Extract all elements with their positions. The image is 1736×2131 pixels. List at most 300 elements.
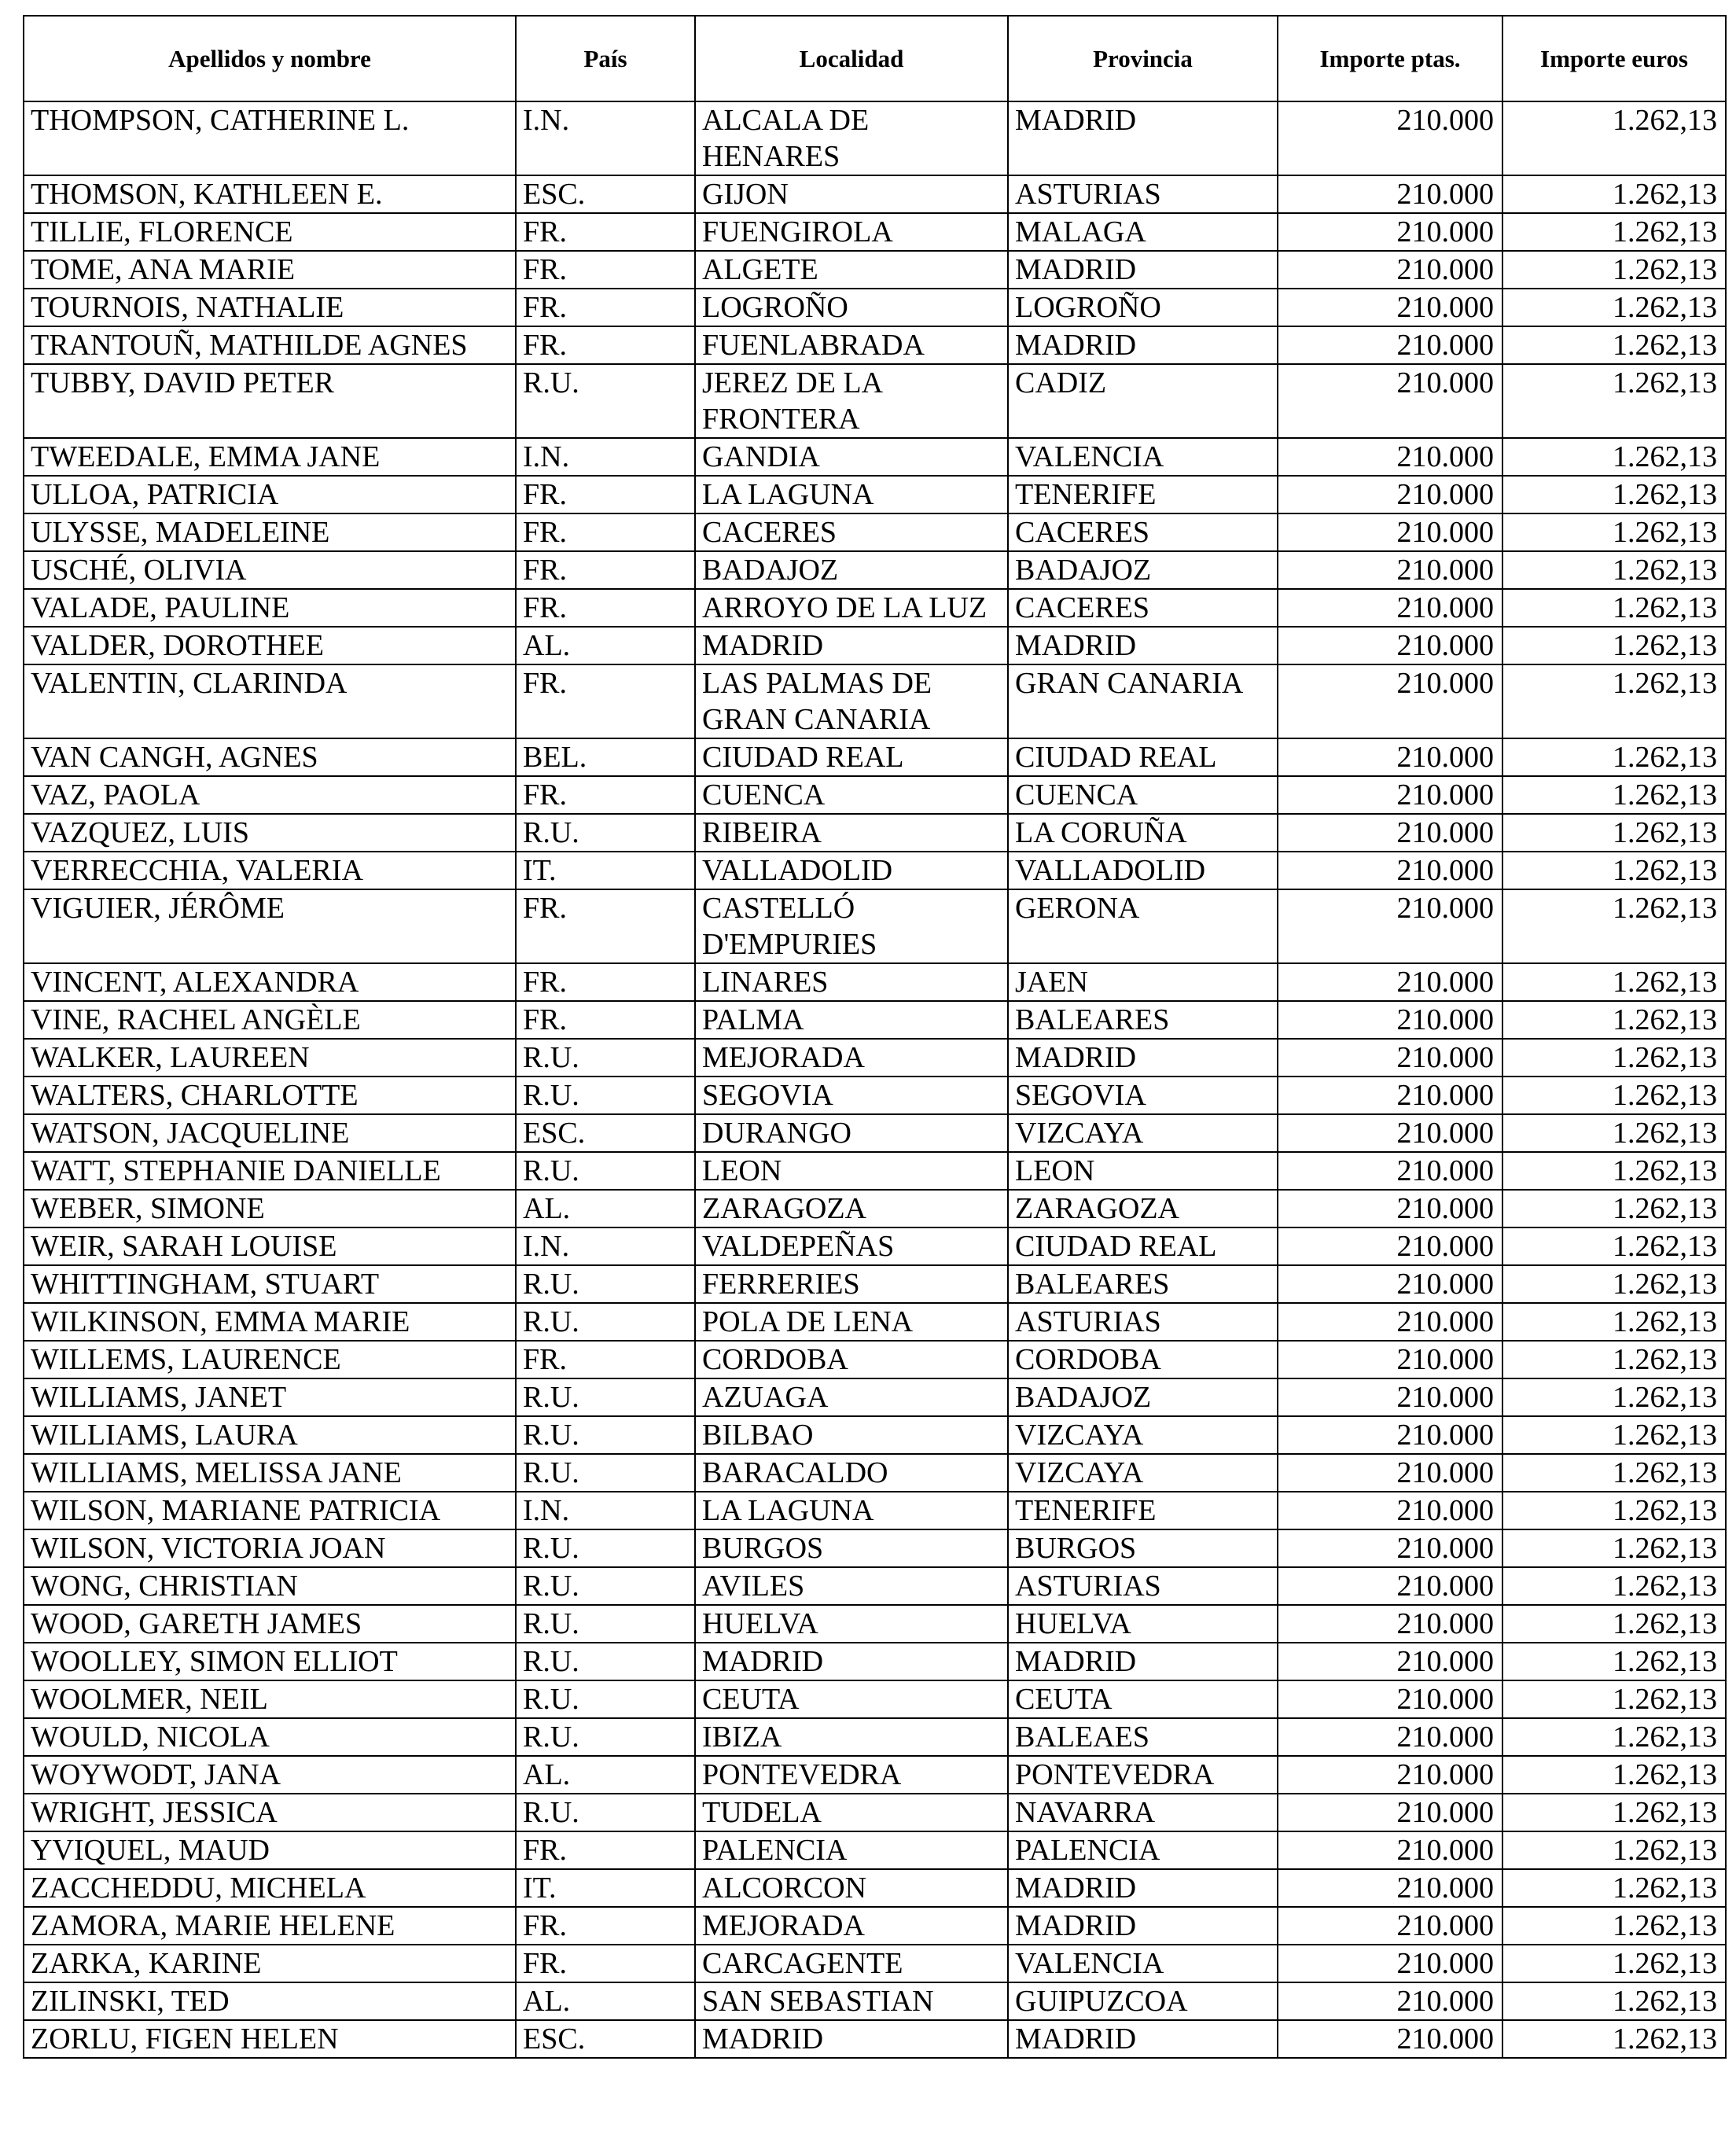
- cell-apellidos-nombre: WILSON, VICTORIA JOAN: [24, 1529, 516, 1567]
- table-row: [24, 627, 1726, 664]
- cell-importe-ptas: 210.000: [1278, 1869, 1502, 1907]
- table-row: [24, 1227, 1726, 1265]
- cell-importe-ptas: 210.000: [1278, 1077, 1502, 1114]
- cell-provincia: BALEARES: [1008, 1265, 1278, 1303]
- cell-provincia: CORDOBA: [1008, 1341, 1278, 1378]
- cell-importe-ptas: 210.000: [1278, 1114, 1502, 1152]
- cell-localidad: SEGOVIA: [695, 1077, 1008, 1114]
- cell-localidad: IBIZA: [695, 1718, 1008, 1756]
- cell-localidad: FUENLABRADA: [695, 326, 1008, 364]
- cell-importe-ptas: 210.000: [1278, 1341, 1502, 1378]
- cell-localidad: MEJORADA: [695, 1039, 1008, 1077]
- cell-localidad: LINARES: [695, 963, 1008, 1001]
- cell-importe-ptas: 210.000: [1278, 1454, 1502, 1492]
- table-row: [24, 1945, 1726, 1982]
- cell-provincia: BADAJOZ: [1008, 551, 1278, 589]
- table-row: [24, 1152, 1726, 1190]
- cell-apellidos-nombre: ZARKA, KARINE: [24, 1945, 516, 1982]
- cell-importe-ptas: 210.000: [1278, 1567, 1502, 1605]
- cell-importe-ptas: 210.000: [1278, 213, 1502, 251]
- cell-importe-euros: 1.262,13: [1502, 1680, 1726, 1718]
- cell-importe-euros: 1.262,13: [1502, 101, 1726, 175]
- cell-apellidos-nombre: WOULD, NICOLA: [24, 1718, 516, 1756]
- cell-apellidos-nombre: TUBBY, DAVID PETER: [24, 364, 516, 438]
- cell-importe-ptas: 210.000: [1278, 1039, 1502, 1077]
- cell-importe-euros: 1.262,13: [1502, 513, 1726, 551]
- cell-provincia: VIZCAYA: [1008, 1416, 1278, 1454]
- column-header-importe-ptas: Importe ptas.: [1278, 16, 1502, 101]
- cell-provincia: VALLADOLID: [1008, 852, 1278, 889]
- cell-apellidos-nombre: YVIQUEL, MAUD: [24, 1831, 516, 1869]
- cell-provincia: CIUDAD REAL: [1008, 738, 1278, 776]
- cell-pais: R.U.: [516, 1454, 695, 1492]
- cell-importe-euros: 1.262,13: [1502, 1152, 1726, 1190]
- cell-provincia: TENERIFE: [1008, 476, 1278, 513]
- cell-importe-ptas: 210.000: [1278, 1529, 1502, 1567]
- table-row: [24, 852, 1726, 889]
- table-row: [24, 963, 1726, 1001]
- cell-importe-ptas: 210.000: [1278, 476, 1502, 513]
- cell-importe-euros: 1.262,13: [1502, 589, 1726, 627]
- cell-provincia: GUIPUZCOA: [1008, 1982, 1278, 2020]
- cell-provincia: VIZCAYA: [1008, 1114, 1278, 1152]
- cell-provincia: MALAGA: [1008, 213, 1278, 251]
- table-row: [24, 251, 1726, 289]
- cell-apellidos-nombre: VERRECCHIA, VALERIA: [24, 852, 516, 889]
- cell-importe-ptas: 210.000: [1278, 1945, 1502, 1982]
- cell-importe-euros: 1.262,13: [1502, 1039, 1726, 1077]
- cell-apellidos-nombre: VALENTIN, CLARINDA: [24, 664, 516, 738]
- cell-importe-ptas: 210.000: [1278, 175, 1502, 213]
- cell-provincia: JAEN: [1008, 963, 1278, 1001]
- cell-importe-euros: 1.262,13: [1502, 1907, 1726, 1945]
- cell-pais: FR.: [516, 1831, 695, 1869]
- cell-apellidos-nombre: ZACCHEDDU, MICHELA: [24, 1869, 516, 1907]
- cell-provincia: CUENCA: [1008, 776, 1278, 814]
- cell-pais: R.U.: [516, 364, 695, 438]
- cell-provincia: MADRID: [1008, 326, 1278, 364]
- cell-localidad: MADRID: [695, 627, 1008, 664]
- table-row: [24, 814, 1726, 852]
- cell-localidad: GANDIA: [695, 438, 1008, 476]
- table-row: [24, 1756, 1726, 1794]
- table-row: [24, 1341, 1726, 1378]
- cell-importe-euros: 1.262,13: [1502, 1831, 1726, 1869]
- cell-pais: AL.: [516, 1982, 695, 2020]
- table-row: [24, 551, 1726, 589]
- cell-pais: IT.: [516, 1869, 695, 1907]
- cell-importe-ptas: 210.000: [1278, 1152, 1502, 1190]
- cell-pais: R.U.: [516, 1152, 695, 1190]
- cell-localidad: AVILES: [695, 1567, 1008, 1605]
- cell-provincia: ZARAGOZA: [1008, 1190, 1278, 1227]
- cell-pais: FR.: [516, 476, 695, 513]
- table-row: [24, 776, 1726, 814]
- cell-importe-ptas: 210.000: [1278, 852, 1502, 889]
- cell-importe-euros: 1.262,13: [1502, 1454, 1726, 1492]
- table-row: [24, 1831, 1726, 1869]
- cell-importe-ptas: 210.000: [1278, 1001, 1502, 1039]
- cell-localidad: VALDEPEÑAS: [695, 1227, 1008, 1265]
- cell-importe-euros: 1.262,13: [1502, 1529, 1726, 1567]
- cell-apellidos-nombre: THOMSON, KATHLEEN E.: [24, 175, 516, 213]
- table-row: [24, 1643, 1726, 1680]
- cell-localidad: LA LAGUNA: [695, 476, 1008, 513]
- cell-provincia: MADRID: [1008, 1643, 1278, 1680]
- cell-provincia: MADRID: [1008, 251, 1278, 289]
- cell-importe-euros: 1.262,13: [1502, 738, 1726, 776]
- cell-pais: ESC.: [516, 1114, 695, 1152]
- cell-provincia: ASTURIAS: [1008, 1567, 1278, 1605]
- beneficiaries-table: [23, 15, 1727, 2059]
- cell-importe-euros: 1.262,13: [1502, 175, 1726, 213]
- cell-apellidos-nombre: TILLIE, FLORENCE: [24, 213, 516, 251]
- cell-pais: AL.: [516, 1756, 695, 1794]
- column-header-pais: País: [516, 16, 695, 101]
- cell-provincia: MADRID: [1008, 101, 1278, 175]
- cell-importe-ptas: 210.000: [1278, 1492, 1502, 1529]
- cell-apellidos-nombre: VALADE, PAULINE: [24, 589, 516, 627]
- cell-importe-ptas: 210.000: [1278, 1831, 1502, 1869]
- header-row: [24, 16, 1726, 101]
- cell-importe-euros: 1.262,13: [1502, 1303, 1726, 1341]
- table-row: [24, 1265, 1726, 1303]
- cell-importe-euros: 1.262,13: [1502, 852, 1726, 889]
- cell-provincia: NAVARRA: [1008, 1794, 1278, 1831]
- cell-importe-euros: 1.262,13: [1502, 2020, 1726, 2058]
- cell-provincia: PONTEVEDRA: [1008, 1756, 1278, 1794]
- table-row: [24, 1114, 1726, 1152]
- cell-provincia: HUELVA: [1008, 1605, 1278, 1643]
- cell-pais: I.N.: [516, 101, 695, 175]
- cell-provincia: GRAN CANARIA: [1008, 664, 1278, 738]
- table-row: [24, 1718, 1726, 1756]
- cell-importe-euros: 1.262,13: [1502, 476, 1726, 513]
- cell-provincia: BADAJOZ: [1008, 1378, 1278, 1416]
- table-row: [24, 101, 1726, 175]
- cell-localidad: BARACALDO: [695, 1454, 1008, 1492]
- cell-importe-euros: 1.262,13: [1502, 551, 1726, 589]
- cell-importe-ptas: 210.000: [1278, 1605, 1502, 1643]
- cell-pais: FR.: [516, 1341, 695, 1378]
- cell-apellidos-nombre: WONG, CHRISTIAN: [24, 1567, 516, 1605]
- cell-importe-euros: 1.262,13: [1502, 1945, 1726, 1982]
- cell-localidad: RIBEIRA: [695, 814, 1008, 852]
- cell-apellidos-nombre: ZILINSKI, TED: [24, 1982, 516, 2020]
- table-row: [24, 1001, 1726, 1039]
- cell-importe-euros: 1.262,13: [1502, 1756, 1726, 1794]
- cell-apellidos-nombre: TWEEDALE, EMMA JANE: [24, 438, 516, 476]
- cell-localidad: ZARAGOZA: [695, 1190, 1008, 1227]
- cell-importe-ptas: 210.000: [1278, 1190, 1502, 1227]
- table-row: [24, 738, 1726, 776]
- cell-localidad: BADAJOZ: [695, 551, 1008, 589]
- cell-provincia: CEUTA: [1008, 1680, 1278, 1718]
- cell-provincia: LEON: [1008, 1152, 1278, 1190]
- cell-apellidos-nombre: VINE, RACHEL ANGÈLE: [24, 1001, 516, 1039]
- cell-pais: ESC.: [516, 175, 695, 213]
- column-header-provincia: Provincia: [1008, 16, 1278, 101]
- cell-importe-euros: 1.262,13: [1502, 251, 1726, 289]
- cell-pais: R.U.: [516, 1378, 695, 1416]
- cell-pais: FR.: [516, 551, 695, 589]
- cell-importe-ptas: 210.000: [1278, 776, 1502, 814]
- cell-apellidos-nombre: TRANTOUÑ, MATHILDE AGNES: [24, 326, 516, 364]
- cell-localidad: MEJORADA: [695, 1907, 1008, 1945]
- cell-pais: I.N.: [516, 438, 695, 476]
- cell-pais: IT.: [516, 852, 695, 889]
- cell-importe-euros: 1.262,13: [1502, 1077, 1726, 1114]
- cell-apellidos-nombre: WOOD, GARETH JAMES: [24, 1605, 516, 1643]
- cell-apellidos-nombre: WHITTINGHAM, STUART: [24, 1265, 516, 1303]
- cell-importe-ptas: 210.000: [1278, 438, 1502, 476]
- cell-pais: FR.: [516, 963, 695, 1001]
- cell-apellidos-nombre: VAN CANGH, AGNES: [24, 738, 516, 776]
- cell-apellidos-nombre: WILLIAMS, MELISSA JANE: [24, 1454, 516, 1492]
- cell-importe-euros: 1.262,13: [1502, 1869, 1726, 1907]
- cell-apellidos-nombre: WILLIAMS, LAURA: [24, 1416, 516, 1454]
- cell-apellidos-nombre: USCHÉ, OLIVIA: [24, 551, 516, 589]
- cell-provincia: CACERES: [1008, 513, 1278, 551]
- cell-pais: FR.: [516, 1945, 695, 1982]
- cell-provincia: VALENCIA: [1008, 1945, 1278, 1982]
- cell-provincia: MADRID: [1008, 627, 1278, 664]
- table-row: [24, 1982, 1726, 2020]
- cell-localidad: MADRID: [695, 1643, 1008, 1680]
- cell-pais: FR.: [516, 213, 695, 251]
- cell-provincia: MADRID: [1008, 1869, 1278, 1907]
- table-row: [24, 1529, 1726, 1567]
- cell-provincia: VIZCAYA: [1008, 1454, 1278, 1492]
- table-row: [24, 1907, 1726, 1945]
- cell-importe-ptas: 210.000: [1278, 589, 1502, 627]
- table-row: [24, 175, 1726, 213]
- cell-apellidos-nombre: WALKER, LAUREEN: [24, 1039, 516, 1077]
- table-header: [24, 16, 1726, 101]
- cell-apellidos-nombre: ULYSSE, MADELEINE: [24, 513, 516, 551]
- cell-pais: R.U.: [516, 1416, 695, 1454]
- cell-importe-euros: 1.262,13: [1502, 1605, 1726, 1643]
- cell-importe-ptas: 210.000: [1278, 1265, 1502, 1303]
- table-row: [24, 1416, 1726, 1454]
- cell-localidad: PONTEVEDRA: [695, 1756, 1008, 1794]
- cell-importe-euros: 1.262,13: [1502, 438, 1726, 476]
- cell-apellidos-nombre: WOOLLEY, SIMON ELLIOT: [24, 1643, 516, 1680]
- column-header-localidad: Localidad: [695, 16, 1008, 101]
- cell-localidad: PALMA: [695, 1001, 1008, 1039]
- table-row: [24, 2020, 1726, 2058]
- cell-localidad: BURGOS: [695, 1529, 1008, 1567]
- cell-localidad: BILBAO: [695, 1416, 1008, 1454]
- cell-importe-euros: 1.262,13: [1502, 1567, 1726, 1605]
- cell-importe-ptas: 210.000: [1278, 1227, 1502, 1265]
- cell-apellidos-nombre: VIGUIER, JÉRÔME: [24, 889, 516, 963]
- cell-pais: FR.: [516, 1001, 695, 1039]
- cell-localidad: LOGROÑO: [695, 289, 1008, 326]
- cell-pais: R.U.: [516, 1794, 695, 1831]
- cell-localidad: CASTELLÓ D'EMPURIES: [695, 889, 1008, 963]
- cell-importe-ptas: 210.000: [1278, 1794, 1502, 1831]
- cell-localidad: JEREZ DE LA FRONTERA: [695, 364, 1008, 438]
- cell-importe-ptas: 210.000: [1278, 627, 1502, 664]
- cell-importe-ptas: 210.000: [1278, 738, 1502, 776]
- cell-pais: AL.: [516, 1190, 695, 1227]
- cell-apellidos-nombre: WILLEMS, LAURENCE: [24, 1341, 516, 1378]
- cell-importe-euros: 1.262,13: [1502, 1794, 1726, 1831]
- cell-apellidos-nombre: ULLOA, PATRICIA: [24, 476, 516, 513]
- cell-importe-euros: 1.262,13: [1502, 1114, 1726, 1152]
- table-row: [24, 326, 1726, 364]
- cell-importe-euros: 1.262,13: [1502, 1643, 1726, 1680]
- cell-importe-ptas: 210.000: [1278, 251, 1502, 289]
- cell-importe-ptas: 210.000: [1278, 326, 1502, 364]
- cell-apellidos-nombre: WILSON, MARIANE PATRICIA: [24, 1492, 516, 1529]
- table-row: [24, 289, 1726, 326]
- cell-pais: R.U.: [516, 814, 695, 852]
- cell-provincia: GERONA: [1008, 889, 1278, 963]
- cell-localidad: HUELVA: [695, 1605, 1008, 1643]
- cell-pais: I.N.: [516, 1492, 695, 1529]
- cell-importe-euros: 1.262,13: [1502, 364, 1726, 438]
- table-row: [24, 1378, 1726, 1416]
- table-row: [24, 589, 1726, 627]
- cell-apellidos-nombre: WILLIAMS, JANET: [24, 1378, 516, 1416]
- cell-importe-euros: 1.262,13: [1502, 213, 1726, 251]
- cell-provincia: VALENCIA: [1008, 438, 1278, 476]
- cell-importe-euros: 1.262,13: [1502, 326, 1726, 364]
- cell-importe-ptas: 210.000: [1278, 1643, 1502, 1680]
- cell-importe-ptas: 210.000: [1278, 551, 1502, 589]
- cell-localidad: CACERES: [695, 513, 1008, 551]
- cell-importe-euros: 1.262,13: [1502, 1265, 1726, 1303]
- cell-importe-ptas: 210.000: [1278, 1378, 1502, 1416]
- cell-pais: FR.: [516, 513, 695, 551]
- cell-importe-euros: 1.262,13: [1502, 1416, 1726, 1454]
- cell-pais: BEL.: [516, 738, 695, 776]
- cell-apellidos-nombre: WATT, STEPHANIE DANIELLE: [24, 1152, 516, 1190]
- cell-apellidos-nombre: ZORLU, FIGEN HELEN: [24, 2020, 516, 2058]
- cell-pais: ESC.: [516, 2020, 695, 2058]
- cell-importe-ptas: 210.000: [1278, 963, 1502, 1001]
- cell-pais: FR.: [516, 326, 695, 364]
- cell-localidad: SAN SEBASTIAN: [695, 1982, 1008, 2020]
- table-row: [24, 1567, 1726, 1605]
- cell-pais: R.U.: [516, 1718, 695, 1756]
- cell-importe-ptas: 210.000: [1278, 1416, 1502, 1454]
- cell-pais: R.U.: [516, 1605, 695, 1643]
- cell-provincia: BALEARES: [1008, 1001, 1278, 1039]
- table-row: [24, 889, 1726, 963]
- cell-localidad: AZUAGA: [695, 1378, 1008, 1416]
- cell-provincia: TENERIFE: [1008, 1492, 1278, 1529]
- cell-importe-ptas: 210.000: [1278, 513, 1502, 551]
- cell-provincia: ASTURIAS: [1008, 1303, 1278, 1341]
- cell-importe-ptas: 210.000: [1278, 1680, 1502, 1718]
- table-row: [24, 1454, 1726, 1492]
- cell-importe-ptas: 210.000: [1278, 364, 1502, 438]
- cell-apellidos-nombre: WEBER, SIMONE: [24, 1190, 516, 1227]
- cell-provincia: MADRID: [1008, 2020, 1278, 2058]
- cell-importe-ptas: 210.000: [1278, 289, 1502, 326]
- cell-pais: AL.: [516, 627, 695, 664]
- table-row: [24, 1039, 1726, 1077]
- cell-pais: R.U.: [516, 1567, 695, 1605]
- cell-importe-euros: 1.262,13: [1502, 1227, 1726, 1265]
- table-row: [24, 364, 1726, 438]
- cell-importe-ptas: 210.000: [1278, 1907, 1502, 1945]
- table-body: [24, 101, 1726, 2058]
- cell-localidad: CORDOBA: [695, 1341, 1008, 1378]
- cell-apellidos-nombre: TOME, ANA MARIE: [24, 251, 516, 289]
- cell-localidad: DURANGO: [695, 1114, 1008, 1152]
- cell-provincia: ASTURIAS: [1008, 175, 1278, 213]
- cell-provincia: BURGOS: [1008, 1529, 1278, 1567]
- cell-pais: FR.: [516, 289, 695, 326]
- cell-pais: FR.: [516, 1907, 695, 1945]
- table-row: [24, 1680, 1726, 1718]
- table-row: [24, 213, 1726, 251]
- cell-localidad: TUDELA: [695, 1794, 1008, 1831]
- cell-localidad: CEUTA: [695, 1680, 1008, 1718]
- cell-apellidos-nombre: ZAMORA, MARIE HELENE: [24, 1907, 516, 1945]
- cell-importe-ptas: 210.000: [1278, 101, 1502, 175]
- table-row: [24, 1492, 1726, 1529]
- cell-apellidos-nombre: WEIR, SARAH LOUISE: [24, 1227, 516, 1265]
- cell-pais: FR.: [516, 589, 695, 627]
- cell-pais: FR.: [516, 776, 695, 814]
- cell-pais: I.N.: [516, 1227, 695, 1265]
- cell-pais: FR.: [516, 251, 695, 289]
- cell-localidad: GIJON: [695, 175, 1008, 213]
- cell-importe-euros: 1.262,13: [1502, 1982, 1726, 2020]
- table-row: [24, 438, 1726, 476]
- cell-localidad: CIUDAD REAL: [695, 738, 1008, 776]
- table-row: [24, 1077, 1726, 1114]
- cell-apellidos-nombre: VINCENT, ALEXANDRA: [24, 963, 516, 1001]
- cell-localidad: ALCORCON: [695, 1869, 1008, 1907]
- cell-apellidos-nombre: WRIGHT, JESSICA: [24, 1794, 516, 1831]
- cell-importe-euros: 1.262,13: [1502, 814, 1726, 852]
- cell-pais: R.U.: [516, 1039, 695, 1077]
- cell-localidad: POLA DE LENA: [695, 1303, 1008, 1341]
- cell-apellidos-nombre: WOOLMER, NEIL: [24, 1680, 516, 1718]
- cell-importe-ptas: 210.000: [1278, 2020, 1502, 2058]
- cell-importe-euros: 1.262,13: [1502, 1190, 1726, 1227]
- cell-apellidos-nombre: WILKINSON, EMMA MARIE: [24, 1303, 516, 1341]
- cell-importe-ptas: 210.000: [1278, 814, 1502, 852]
- cell-importe-ptas: 210.000: [1278, 1982, 1502, 2020]
- table-row: [24, 1794, 1726, 1831]
- cell-importe-euros: 1.262,13: [1502, 664, 1726, 738]
- column-header-apellidos-nombre: Apellidos y nombre: [24, 16, 516, 101]
- cell-localidad: LEON: [695, 1152, 1008, 1190]
- cell-localidad: LA LAGUNA: [695, 1492, 1008, 1529]
- cell-apellidos-nombre: THOMPSON, CATHERINE L.: [24, 101, 516, 175]
- cell-pais: R.U.: [516, 1303, 695, 1341]
- cell-provincia: CIUDAD REAL: [1008, 1227, 1278, 1265]
- cell-localidad: ARROYO DE LA LUZ: [695, 589, 1008, 627]
- cell-pais: FR.: [516, 889, 695, 963]
- cell-localidad: ALGETE: [695, 251, 1008, 289]
- cell-localidad: CARCAGENTE: [695, 1945, 1008, 1982]
- cell-importe-euros: 1.262,13: [1502, 776, 1726, 814]
- cell-provincia: CACERES: [1008, 589, 1278, 627]
- table-row: [24, 476, 1726, 513]
- cell-importe-euros: 1.262,13: [1502, 627, 1726, 664]
- cell-importe-ptas: 210.000: [1278, 664, 1502, 738]
- cell-importe-euros: 1.262,13: [1502, 889, 1726, 963]
- cell-importe-euros: 1.262,13: [1502, 1718, 1726, 1756]
